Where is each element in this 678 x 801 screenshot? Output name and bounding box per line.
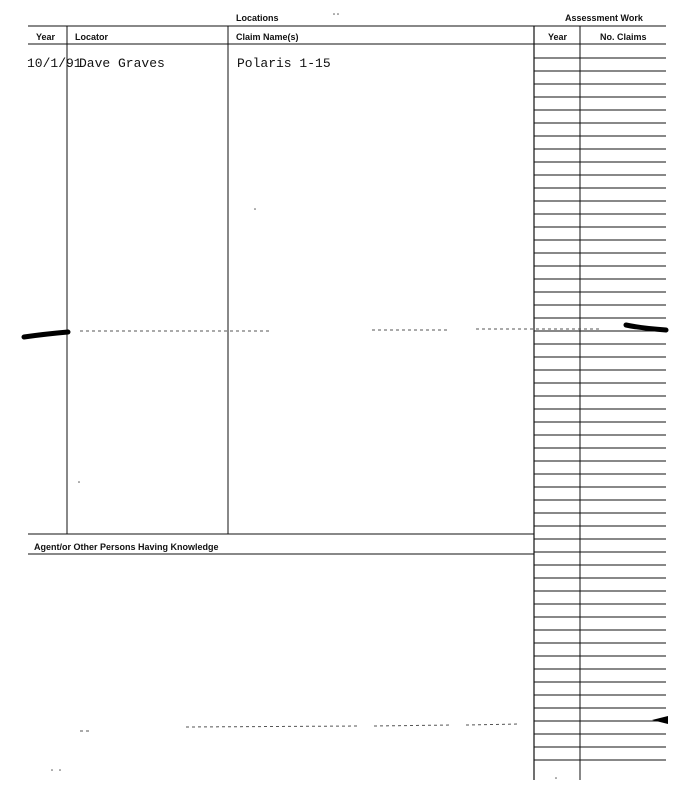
no-claims-column-header: No. Claims [600, 32, 647, 42]
year-column-header: Year [36, 32, 56, 42]
entry-year: 10/1/91 [27, 56, 82, 71]
assessment-work-heading: Assessment Work [565, 13, 643, 23]
entry-locator: Dave Graves [79, 56, 165, 71]
claim-names-column-header: Claim Name(s) [236, 32, 299, 42]
locations-heading: Locations [236, 13, 279, 23]
locator-column-header: Locator [75, 32, 109, 42]
entry-claim-names: Polaris 1-15 [237, 56, 331, 71]
agent-section-heading: Agent/or Other Persons Having Knowledge [34, 542, 219, 552]
assessment-year-column-header: Year [548, 32, 568, 42]
